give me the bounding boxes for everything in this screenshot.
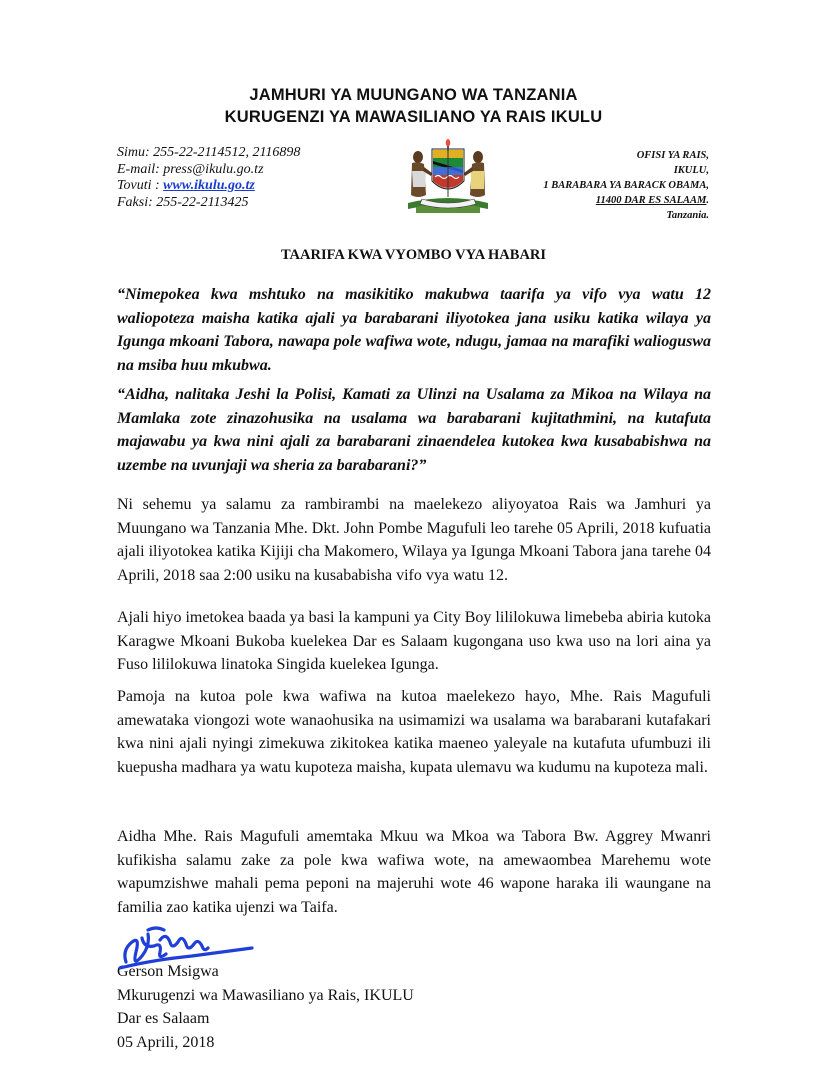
office-address [489, 148, 709, 223]
signature-place: Dar es Salaam [117, 1010, 210, 1027]
address-line-4-suffix: . [706, 195, 709, 206]
body-paragraph: Ni sehemu ya salamu za rambirambi na maelekezo aliyoyatoa Rais wa Jamhuri ya Muungano wa Tanzania Mhe. Dkt. John Pombe Magufuli leo tarehe 05 Aprili, 2018 kufuatia ajali iliyotokea katika Kijiji cha Makomero, Wilaya ya Igunga Mkoani Tabora jana tarehe 04 Aprili, 2018 saa 2:00 usiku na kusababisha vifo vya watu 12. [117, 496, 711, 584]
handwritten-signature-icon [112, 912, 257, 980]
website-line [117, 178, 300, 195]
address-line-2: IKULU, [673, 165, 709, 176]
email-address: E-mail: press@ikulu.go.tz [117, 161, 264, 177]
quote-paragraph: “Nimepokea kwa mshtuko na masikitiko makubwa taarifa ya vifo vya watu 12 waliopoteza maisha katika ajali ya barabarani iliyotokea jana usiku katika wilaya ya Igunga mkoani Tabora, nawapa pole wafiwa wote, ndugu, jamaa na marafiki walioguswa na msiba huu mkubwa. [117, 286, 711, 374]
fax-number: Faksi: 255-22-2113425 [117, 194, 249, 210]
postal-code-city: 11400 DAR ES SALAAM [595, 195, 707, 206]
address-line-3: 1 BARABARA YA BARACK OBAMA, [543, 180, 709, 191]
website-link[interactable]: www.ikulu.go.tz [163, 178, 255, 193]
header-country: JAMHURI YA MUUNGANO WA TANZANIA [249, 86, 578, 104]
contact-details [117, 145, 300, 211]
address-line-1: OFISI YA RAIS, [636, 150, 709, 161]
body-paragraph: Aidha Mhe. Rais Magufuli amemtaka Mkuu wa Mkoa wa Tabora Bw. Aggrey Mwanri kufikisha salamu zake za pole kwa wafiwa wote, na amewaombea Marehemu wote wapumzishwe mahali pema peponi na majeruhi wote 46 wapone haraka ili waungane na familia zao katika ujenzi wa Taifa. [117, 828, 711, 916]
signatory-position: Mkurugenzi wa Mawasiliano ya Rais, IKULU [117, 986, 414, 1004]
tanzania-coat-of-arms-icon [402, 137, 494, 215]
website-label: Tovuti : [117, 178, 164, 193]
address-line-4 [489, 193, 709, 208]
header-directorate: KURUGENZI YA MAWASILIANO YA RAIS IKULU [224, 108, 603, 126]
body-paragraph: Pamoja na kutoa pole kwa wafiwa na kutoa maelekezo hayo, Mhe. Rais Magufuli amewataka viongozi wote wanaohusika na usimamizi wa usalama wa barabarani kutafakari kwa nini ajali nyingi zimekuwa zikitokea katika maeneo yaleyale na kutafuta ufumbuzi ili kuepusha madhara ya watu kupoteza maisha, kupata ulemavu wa kudumu na kupoteza mali. [117, 688, 711, 776]
signature-date: 05 Aprili, 2018 [117, 1033, 215, 1051]
address-country: Tanzania. [666, 210, 709, 221]
document-title: TAARIFA KWA VYOMBO VYA HABARI [280, 247, 547, 263]
signatory-name: Gerson Msigwa [117, 963, 219, 980]
quote-paragraph: “Aidha, nalitaka Jeshi la Polisi, Kamati za Ulinzi na Usalama za Mikoa na Wilaya na Mamlaka zote zinazohusika na usalama wa barabarani kujitathmini, na kutafuta majawabu ya kwa nini ajali za barabarani zinaendelea kutokea kwa kusababishwa na uzembe na uvunjaji wa sheria za barabarani?” [117, 386, 711, 474]
body-paragraph: Ajali hiyo imetokea baada ya basi la kampuni ya City Boy lililokuwa limebeba abiria kutoka Karagwe Mkoani Bukoba kuelekea Dar es Salaam kugongana uso kwa uso na lori aina ya Fuso lililokuwa linatoka Singida kuelekea Igunga. [117, 609, 711, 673]
phone-number: Simu: 255-22-2114512, 2116898 [117, 145, 301, 160]
